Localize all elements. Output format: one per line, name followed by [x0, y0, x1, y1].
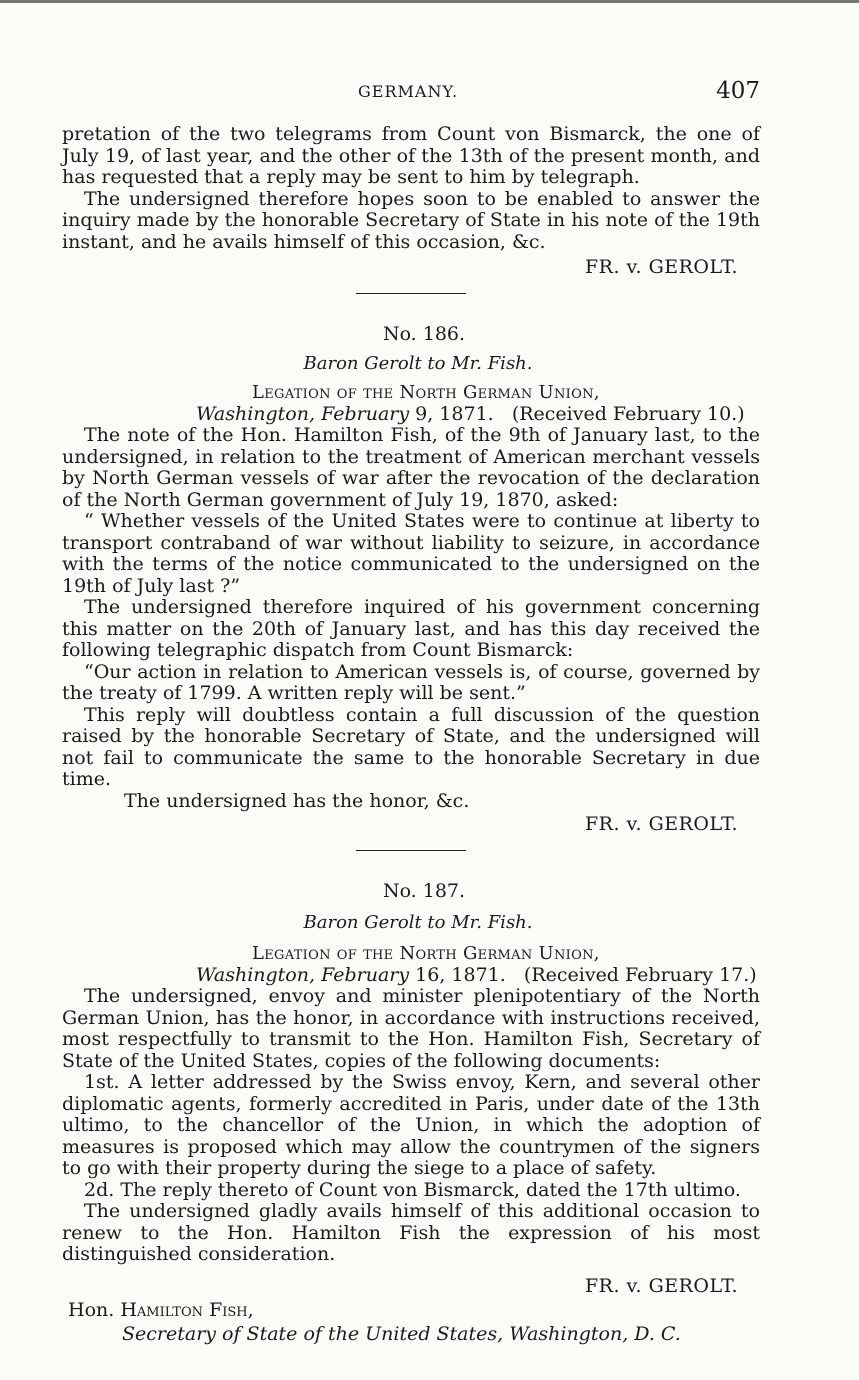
recipient-address: Secretary of State of the United States, Washington, D. C.	[122, 1322, 681, 1345]
quotation: “Our action in relation to American vessels is, of course, governed by the treaty of 1799. A written reply will be sent.”	[62, 660, 760, 704]
paragraph: 1st. A letter addressed by the Swiss envoy, Kern, and several other diplomatic agents, formerly accredited in Paris, under date of the 13th ultimo, to the chancellor of the Union, in which the adoption of measures is proposed which may allow the countrymen of the signers to go with their property during the siege to a place of safety.	[62, 1071, 760, 1179]
paragraph: The undersigned therefore inquired of his government concerning this matter on the 20th of January last, and has this day received the following telegraphic dispatch from Count Bismarck:	[62, 596, 760, 661]
document-187	[62, 879, 760, 1346]
page-number: 407	[716, 78, 760, 104]
quotation: “ Whether vessels of the United States were to continue at liberty to transport contraband of war without liability to seizure, in accordance with the terms of the notice communicated to the undersigned on the 19th of July last ?”	[62, 510, 760, 597]
dateline-month: February	[321, 964, 410, 986]
paragraph: The undersigned, envoy and minister plenipotentiary of the North German Union, has the honor, in accordance with instructions received, most respectfully to transmit to the Hon. Hamilton Fish, Secretary of State of the United States, copies of the following documents:	[62, 985, 760, 1072]
paragraph: pretation of the two telegrams from Count von Bismarck, the one of July 19, of last year, and the other of the 13th of the present month, and has requested that a reply may be sent to him by telegraph.	[62, 123, 760, 188]
paragraph: The note of the Hon. Hamilton Fish, of the 9th of January last, to the undersigned, in relation to the treatment of American merchant vessels by North German vessels of war after the revocation of the declaration of the North German government of July 19, 1870, asked:	[62, 424, 760, 511]
signature: FR. v. GEROLT.	[584, 256, 738, 278]
closing: The undersigned has the honor, &c.	[124, 789, 470, 812]
paragraph: 2d. The reply thereto of Count von Bismarck, dated the 17th ultimo.	[84, 1178, 741, 1201]
legation-heading: Legation of the North German Union,	[252, 943, 600, 964]
document-page	[62, 0, 760, 1380]
document-186	[62, 322, 760, 836]
dateline-month: February	[321, 403, 410, 425]
paragraph: This reply will doubtless contain a full discussion of the question raised by the honorable Secretary of State, and the undersigned will not fail to communicate the same to the honorable Secretary in due time.	[62, 703, 760, 790]
dateline-place: Washington,	[196, 403, 316, 425]
legation-heading: Legation of the North German Union,	[252, 382, 600, 403]
dateline-rest: 16, 1871. (Received February 17.)	[415, 964, 757, 986]
dateline	[62, 964, 760, 986]
paragraph: The undersigned therefore hopes soon to be enabled to answer the inquiry made by the honorable Secretary of State in his note of the 19th instant, and he avails himself of this occasion, &c.	[62, 187, 760, 253]
running-head: GERMANY.	[358, 82, 459, 101]
document-title: Baron Gerolt to Mr. Fish.	[303, 912, 533, 933]
signature: FR. v. GEROLT.	[584, 1274, 738, 1297]
continued-letter	[62, 124, 760, 279]
dateline	[62, 403, 760, 425]
page-header	[62, 78, 760, 108]
signature: FR. v. GEROLT.	[584, 813, 738, 835]
recipient-name: Hamilton Fish,	[120, 1298, 254, 1321]
document-number: No. 187.	[382, 880, 466, 902]
page-body	[62, 124, 760, 1346]
recipient-line	[62, 1298, 760, 1322]
document-number: No. 186.	[382, 323, 466, 345]
paragraph: The undersigned gladly avails himself of this additional occasion to renew to the Hon. Hamilton Fish the expression of his most distinguished consideration.	[62, 1200, 760, 1265]
dateline-place: Washington,	[196, 964, 316, 986]
recipient-prefix: Hon.	[68, 1298, 115, 1321]
dateline-rest: 9, 1871. (Received February 10.)	[415, 403, 745, 425]
document-title: Baron Gerolt to Mr. Fish.	[303, 353, 533, 374]
